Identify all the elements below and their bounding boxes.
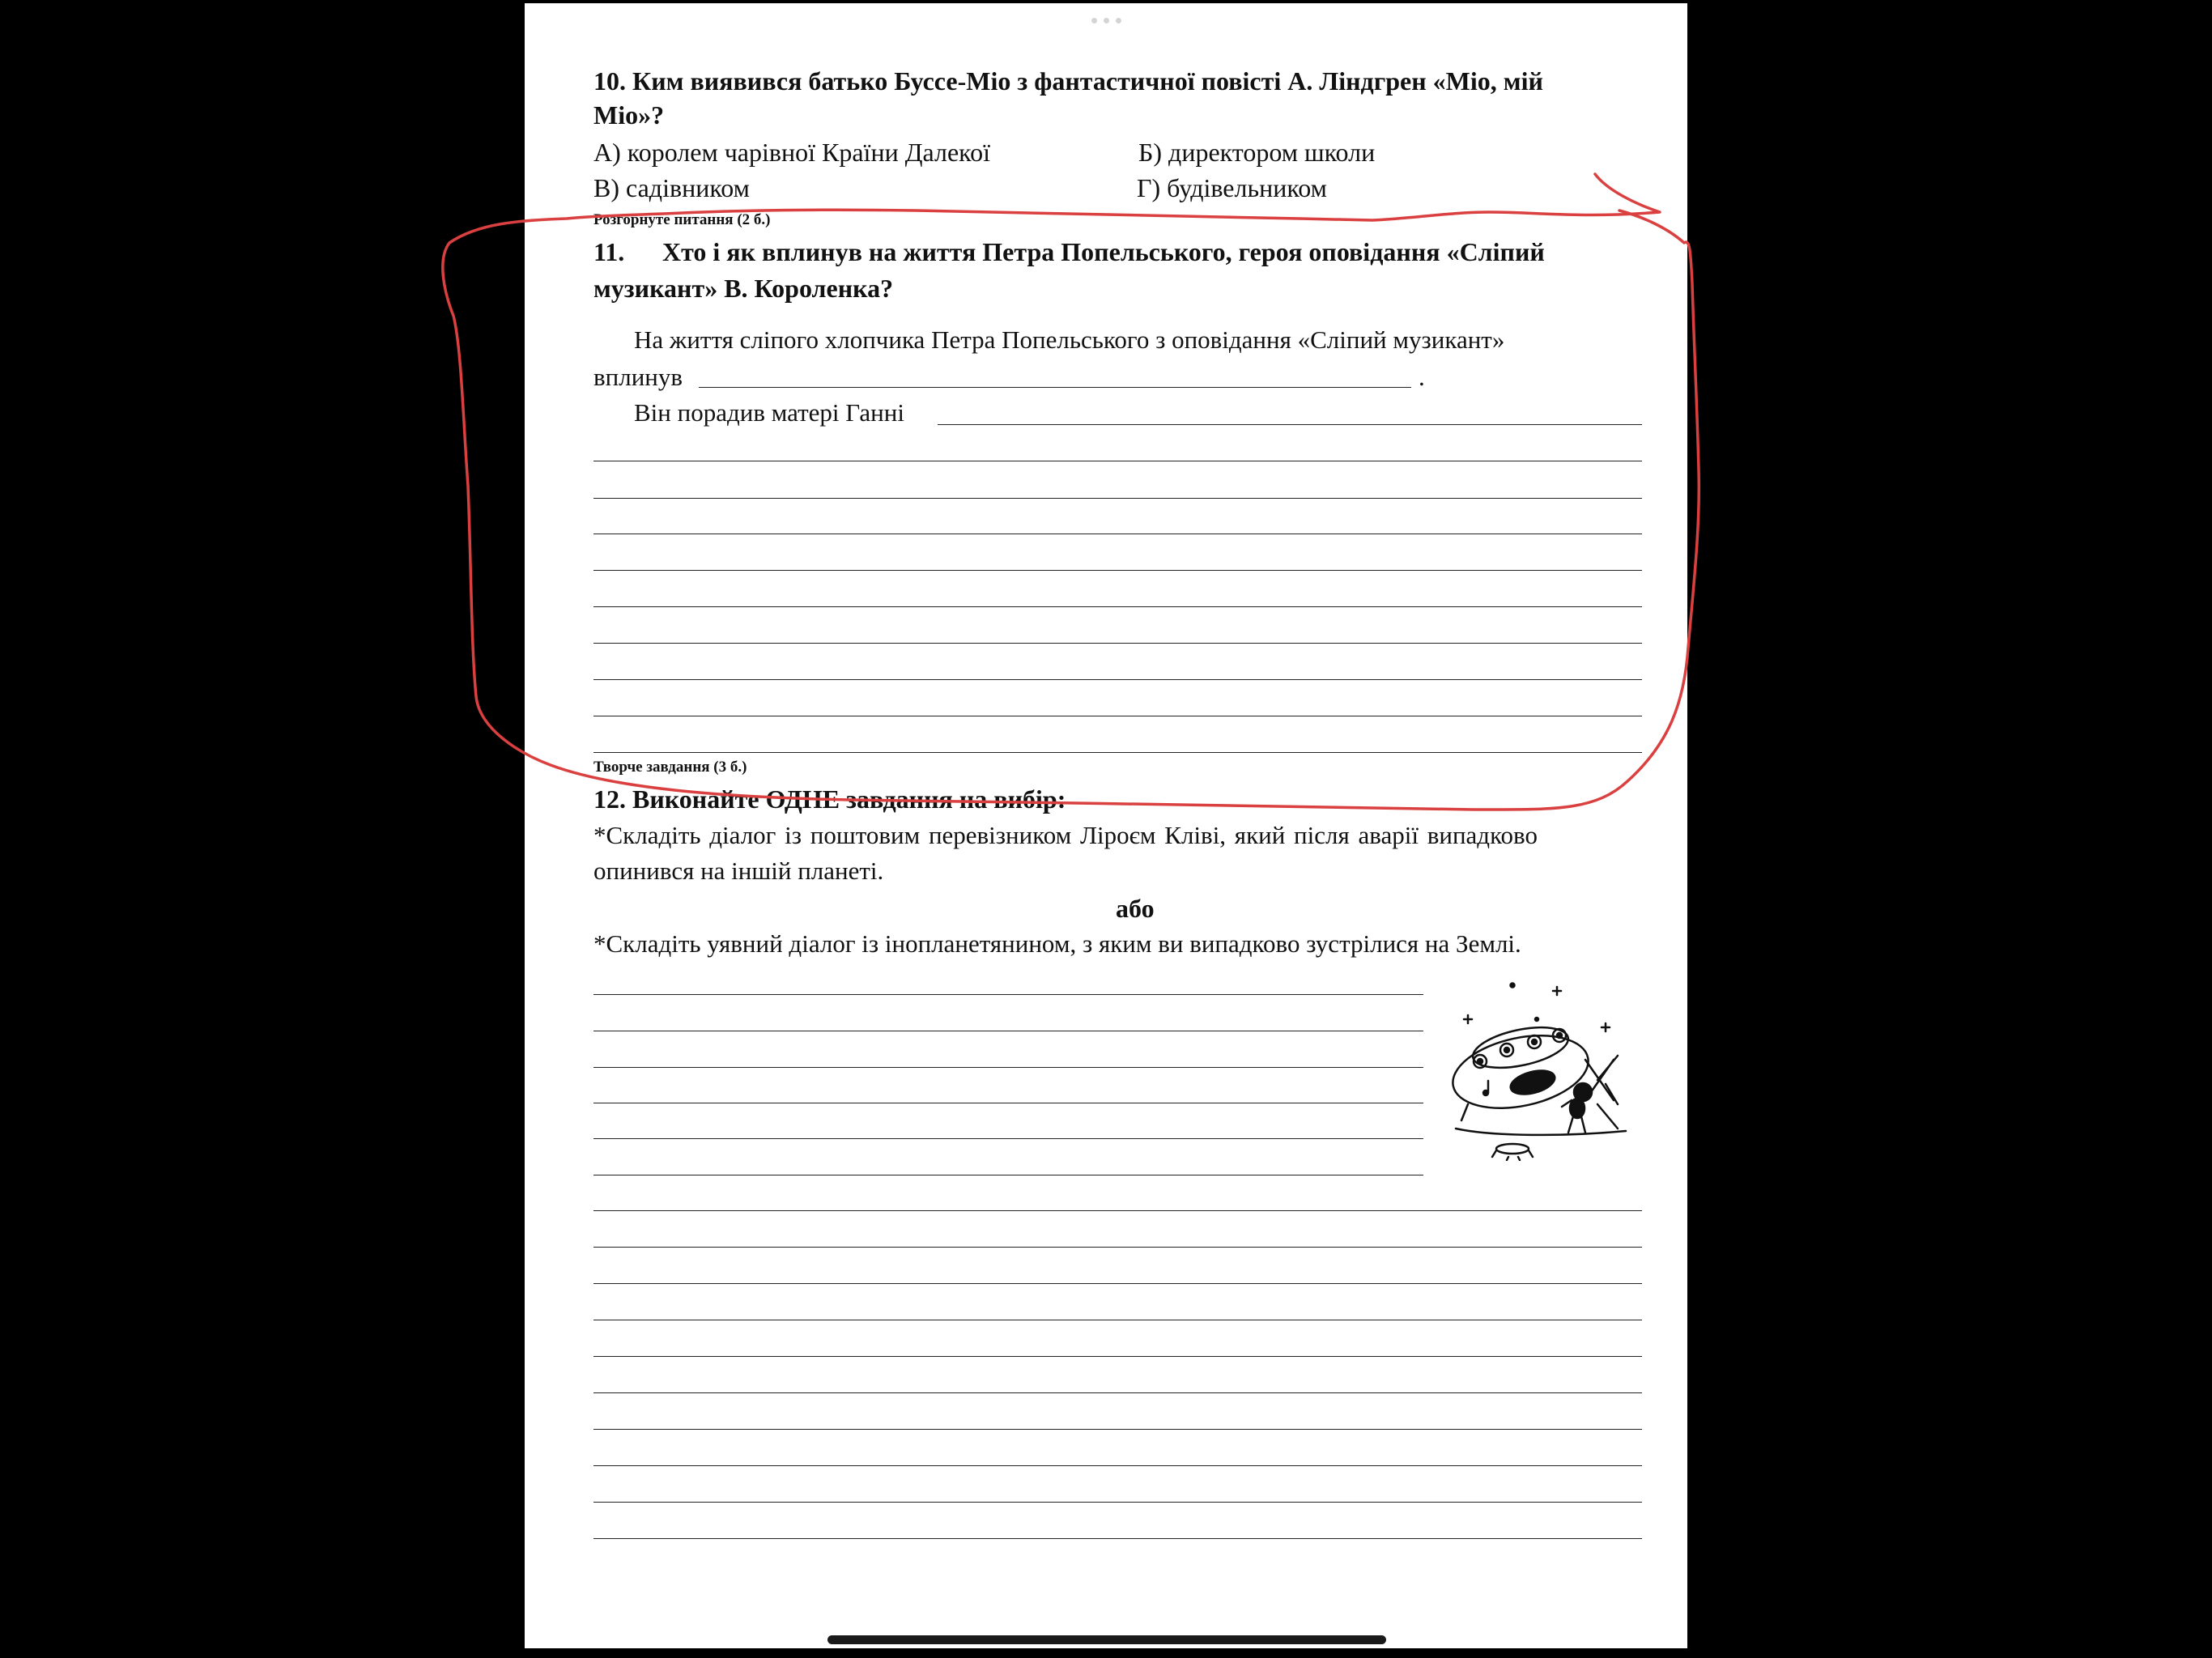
q12-answer-line-short[interactable] <box>593 1067 1423 1068</box>
q12-answer-line-short[interactable] <box>593 994 1423 995</box>
q11-sentence1-end: . <box>1419 363 1425 391</box>
q10-title-line2: Міо»? <box>593 100 665 130</box>
q12-answer-line[interactable] <box>593 1429 1642 1430</box>
q12-answer-line[interactable] <box>593 1356 1642 1357</box>
q11-sentence1-line2: вплинув <box>593 363 683 391</box>
q11-answer-blank-1[interactable] <box>699 387 1411 388</box>
q10-option-c: В) садівником <box>593 173 750 202</box>
q11-title-line1: Хто і як вплинув на життя Петра Попельського, героя оповідання «Сліпий <box>662 237 1545 266</box>
q12-option2: *Складіть уявний діалог із інопланетянином, з яким ви випадково зустрілися на Землі. <box>593 929 1521 958</box>
q12-answer-line-short[interactable] <box>593 1138 1423 1139</box>
q12-answer-line[interactable] <box>593 1283 1642 1284</box>
q11-answer-line[interactable] <box>593 643 1642 644</box>
q10-option-d: Г) будівельником <box>1137 173 1327 202</box>
page-dots <box>1091 18 1121 23</box>
q12-title: 12. Виконайте ОДНЕ завдання на вибір: <box>593 784 1066 814</box>
q10-title-line1: 10. Ким виявився батько Буссе-Міо з фантастичної повісті А. Ліндгрен «Міо, мій <box>593 66 1543 96</box>
q12-option1-line1: *Складіть діалог із поштовим перевізником Ліроєм Кліві, який після аварії випадково <box>593 821 1538 849</box>
q11-answer-line[interactable] <box>593 570 1642 571</box>
q12-answer-line[interactable] <box>593 1392 1642 1393</box>
document-page[interactable] <box>525 3 1687 1648</box>
q10-option-a: А) королем чарівної Країни Далекої <box>593 138 990 167</box>
q11-number: 11. <box>593 237 625 266</box>
q11-answer-line[interactable] <box>593 606 1642 607</box>
q12-answer-line[interactable] <box>593 1247 1642 1248</box>
q12-or: або <box>1116 894 1155 923</box>
q11-sentence2: Він порадив матері Ганні <box>634 398 904 427</box>
q11-answer-line[interactable] <box>593 498 1642 499</box>
home-indicator[interactable] <box>827 1635 1386 1644</box>
q10-option-b: Б) директором школи <box>1138 138 1376 167</box>
section-open-question: Розгорнуте питання (2 б.) <box>593 211 771 228</box>
q12-answer-line[interactable] <box>593 1502 1642 1503</box>
q12-option1-line2: опинився на іншій планеті. <box>593 857 884 885</box>
q11-answer-line[interactable] <box>593 679 1642 680</box>
q12-answer-line[interactable] <box>593 1465 1642 1466</box>
q11-answer-line[interactable] <box>593 752 1642 753</box>
q11-sentence1-line1: На життя сліпого хлопчика Петра Попельського з оповідання «Сліпий музикант» <box>634 325 1505 354</box>
ufo-alien-illustration-icon <box>1444 971 1638 1161</box>
q12-answer-line[interactable] <box>593 1538 1642 1539</box>
section-creative-task: Творче завдання (3 б.) <box>593 759 747 776</box>
q11-title-line2: музикант» В. Короленка? <box>593 274 894 303</box>
q11-answer-blank-2[interactable] <box>938 424 1642 425</box>
q12-answer-line[interactable] <box>593 1210 1642 1211</box>
